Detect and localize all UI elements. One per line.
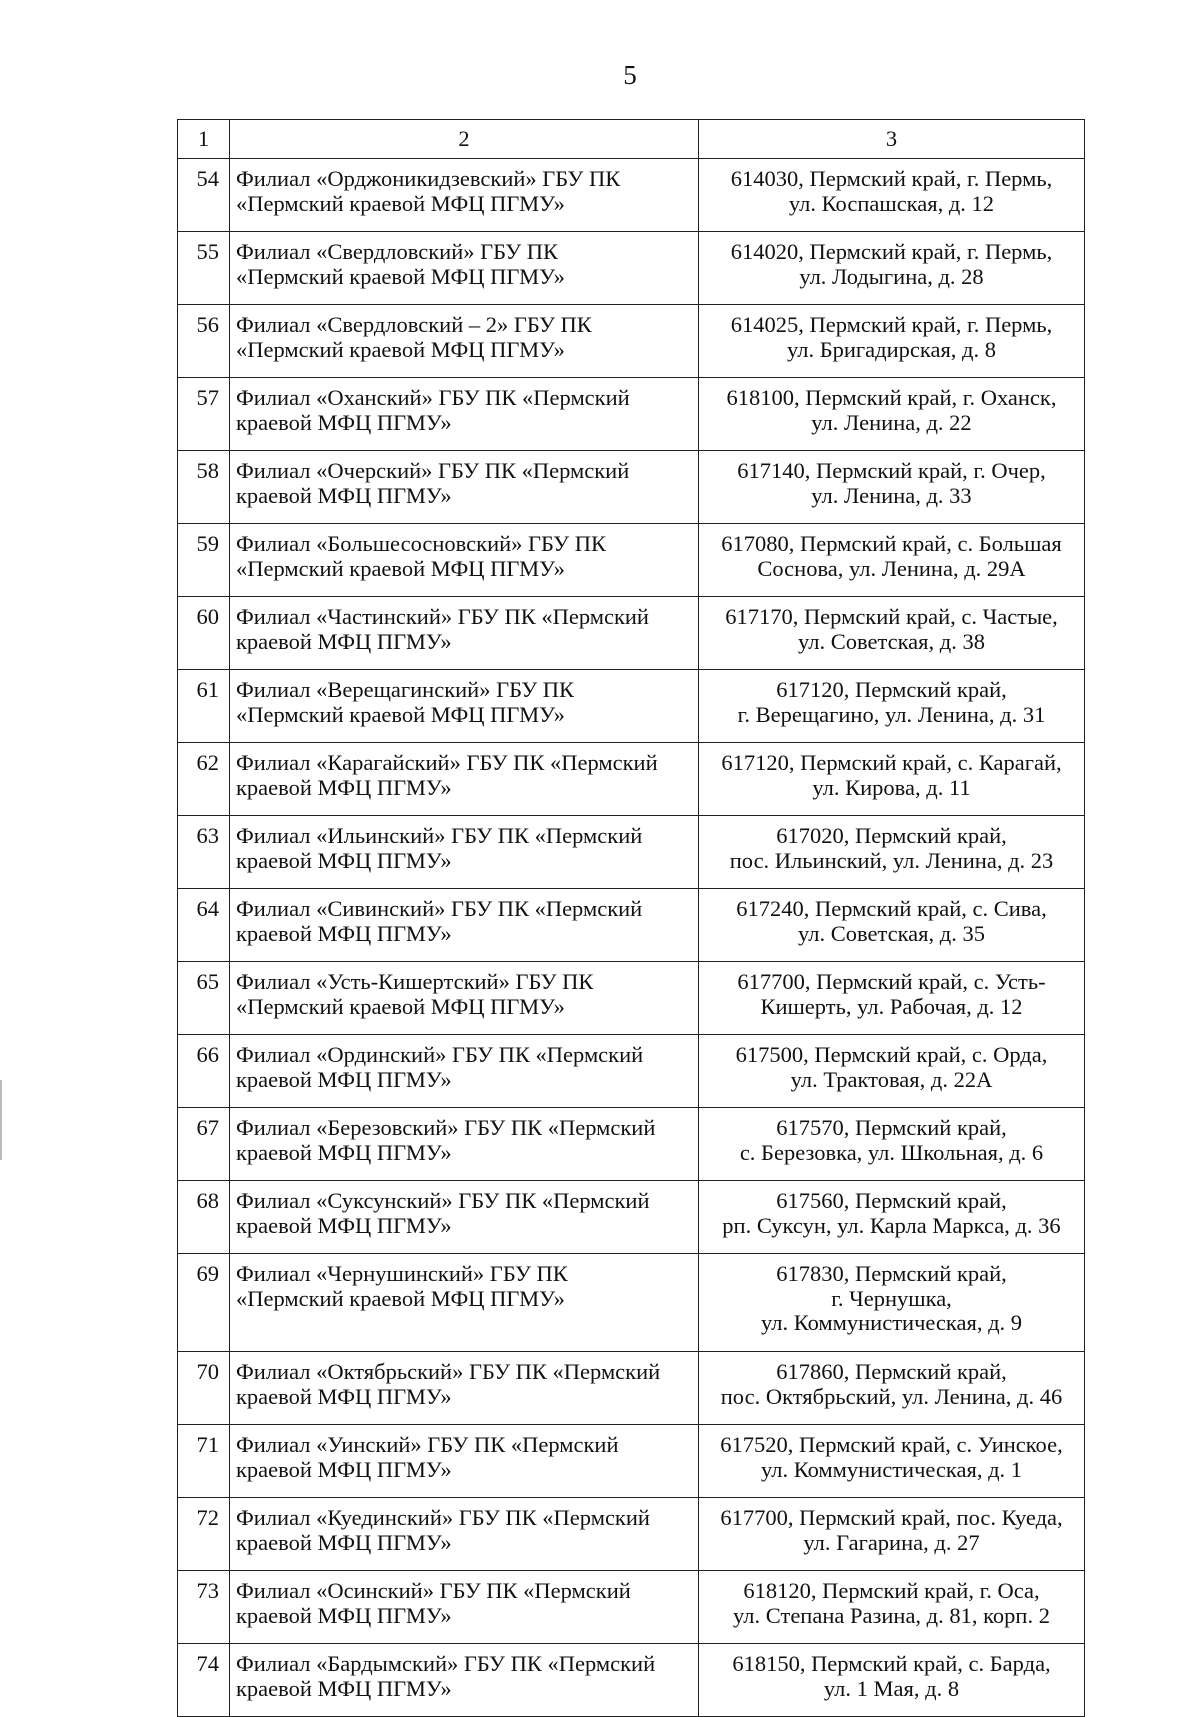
branch-name-line: Филиал «Очерский» ГБУ ПК «Пермский [236,458,630,483]
branch-name-line: краевой МФЦ ПГМУ» [236,1529,452,1555]
branch-address-cell [699,889,1085,962]
branches-table [177,119,1085,1717]
branch-address-cell [699,159,1085,232]
table-row [178,597,1085,670]
branch-name-line: Филиал «Орджоникидзевский» ГБУ ПК [236,166,621,191]
branch-address-cell [699,670,1085,743]
branch-address-line: 617120, Пермский край, [776,677,1007,702]
row-number: 61 [178,670,230,743]
branch-address-line: ул. Советская, д. 38 [798,628,985,654]
branch-name-cell [230,1035,699,1108]
branch-address-line: 617500, Пермский край, с. Орда, [735,1042,1048,1067]
branch-name-cell [230,524,699,597]
branch-address-line: ул. Ленина, д. 33 [811,482,972,508]
branch-name-cell [230,743,699,816]
branch-name-cell [230,1498,699,1571]
row-number: 64 [178,889,230,962]
branch-address-line: 614020, Пермский край, г. Пермь, [730,239,1053,264]
branch-name-line: Филиал «Ильинский» ГБУ ПК «Пермский [236,823,643,848]
branch-address-cell [699,1254,1085,1352]
branch-name-line: «Пермский краевой МФЦ ПГМУ» [236,701,565,727]
branch-name-cell [230,1254,699,1352]
table-row [178,889,1085,962]
row-number: 71 [178,1425,230,1498]
branch-address-line: 617560, Пермский край, [776,1188,1007,1213]
branch-address-line: пос. Октябрьский, ул. Ленина, д. 46 [720,1383,1063,1409]
branch-name-line: Филиал «Свердловский – 2» ГБУ ПК [236,312,592,337]
branch-name-line: краевой МФЦ ПГМУ» [236,482,452,508]
branch-address-cell [699,962,1085,1035]
row-number: 72 [178,1498,230,1571]
branch-address-line: г. Верещагино, ул. Ленина, д. 31 [737,701,1046,727]
branch-address-cell [699,451,1085,524]
branch-name-cell [230,1571,699,1644]
branch-name-line: «Пермский краевой МФЦ ПГМУ» [236,263,565,289]
branch-address-line: Кишерть, ул. Рабочая, д. 12 [760,993,1023,1019]
branch-address-line: ул. Бригадирская, д. 8 [786,336,996,362]
branch-address-line: ул. Коммунистическая, д. 9 [760,1310,1023,1335]
branch-address-line: с. Березовка, ул. Школьная, д. 6 [739,1139,1044,1165]
branch-name-line: «Пермский краевой МФЦ ПГМУ» [236,993,565,1019]
branch-address-cell [699,378,1085,451]
table-row [178,451,1085,524]
branch-name-line: краевой МФЦ ПГМУ» [236,774,452,800]
branch-name-cell [230,1425,699,1498]
column-header-1: 1 [178,120,230,159]
branch-address-line: 617520, Пермский край, с. Уинское, [720,1432,1063,1457]
branch-name-line: краевой МФЦ ПГМУ» [236,1456,452,1482]
row-number: 62 [178,743,230,816]
branch-address-line: 617700, Пермский край, пос. Куеда, [720,1505,1063,1530]
table-row [178,670,1085,743]
branch-address-cell [699,597,1085,670]
branch-address-line: 618100, Пермский край, г. Оханск, [726,385,1057,410]
branch-name-line: «Пермский краевой МФЦ ПГМУ» [236,1285,565,1311]
branch-address-line: 617120, Пермский край, с. Карагай, [721,750,1062,775]
branch-name-line: краевой МФЦ ПГМУ» [236,1383,452,1409]
table-row [178,305,1085,378]
row-number: 56 [178,305,230,378]
row-number: 70 [178,1352,230,1425]
branch-name-line: краевой МФЦ ПГМУ» [236,920,452,946]
table-row [178,1181,1085,1254]
branch-address-line: пос. Ильинский, ул. Ленина, д. 23 [729,847,1054,873]
branch-address-line: 614025, Пермский край, г. Пермь, [730,312,1053,337]
branch-name-cell [230,451,699,524]
branch-name-line: Филиал «Сивинский» ГБУ ПК «Пермский [236,896,643,921]
branch-address-line: Соснова, ул. Ленина, д. 29А [757,555,1026,581]
row-number: 67 [178,1108,230,1181]
table-row [178,159,1085,232]
table-row [178,378,1085,451]
branch-address-line: рп. Суксун, ул. Карла Маркса, д. 36 [722,1212,1061,1238]
branch-name-line: Филиал «Чернушинский» ГБУ ПК [236,1261,568,1286]
row-number: 63 [178,816,230,889]
branch-name-line: Филиал «Суксунский» ГБУ ПК «Пермский [236,1188,650,1213]
row-number: 57 [178,378,230,451]
branch-name-line: Филиал «Уинский» ГБУ ПК «Пермский [236,1432,619,1457]
branch-name-line: Филиал «Карагайский» ГБУ ПК «Пермский [236,750,658,775]
table-row [178,524,1085,597]
branch-name-line: Филиал «Березовский» ГБУ ПК «Пермский [236,1115,656,1140]
branch-name-cell [230,159,699,232]
row-number: 68 [178,1181,230,1254]
row-number: 66 [178,1035,230,1108]
branch-address-line: 617700, Пермский край, с. Усть- [737,969,1046,994]
branch-address-cell [699,1425,1085,1498]
branch-name-line: «Пермский краевой МФЦ ПГМУ» [236,336,565,362]
branch-address-line: 617080, Пермский край, с. Большая [721,531,1062,556]
branch-address-cell [699,305,1085,378]
branch-name-line: Филиал «Свердловский» ГБУ ПК [236,239,559,264]
branch-address-cell [699,1035,1085,1108]
branch-name-cell [230,597,699,670]
branch-name-line: краевой МФЦ ПГМУ» [236,1139,452,1165]
branch-name-line: краевой МФЦ ПГМУ» [236,1602,452,1628]
branch-address-cell [699,1181,1085,1254]
branch-name-line: краевой МФЦ ПГМУ» [236,847,452,873]
table-row [178,1644,1085,1717]
table-body [178,120,1085,1717]
branch-address-line: ул. Лодыгина, д. 28 [799,263,984,289]
table-row [178,962,1085,1035]
branch-name-cell [230,1352,699,1425]
table-row [178,816,1085,889]
branch-name-line: Филиал «Ординский» ГБУ ПК «Пермский [236,1042,644,1067]
branch-address-cell [699,1108,1085,1181]
branch-address-line: ул. Коммунистическая, д. 1 [760,1456,1023,1482]
branch-name-line: краевой МФЦ ПГМУ» [236,409,452,435]
branch-address-line: ул. Советская, д. 35 [798,920,985,946]
row-number: 60 [178,597,230,670]
branch-name-cell [230,1644,699,1717]
branch-name-line: «Пермский краевой МФЦ ПГМУ» [236,190,565,216]
branch-name-cell [230,670,699,743]
branch-name-cell [230,889,699,962]
page-number: 5 [623,60,637,90]
branch-address-line: 617830, Пермский край, [776,1261,1007,1286]
branch-name-line: краевой МФЦ ПГМУ» [236,1212,452,1238]
branch-address-cell [699,743,1085,816]
table-row [178,1571,1085,1644]
branch-name-line: Филиал «Верещагинский» ГБУ ПК [236,677,575,702]
branch-name-line: Филиал «Бардымский» ГБУ ПК «Пермский [236,1651,656,1676]
branch-name-cell [230,816,699,889]
table-row [178,1425,1085,1498]
branch-name-line: краевой МФЦ ПГМУ» [236,1675,452,1701]
scan-margin-mark [0,1080,2,1160]
branch-address-cell [699,232,1085,305]
branch-name-line: Филиал «Октябрьский» ГБУ ПК «Пермский [236,1359,661,1384]
branch-address-line: 617570, Пермский край, [776,1115,1007,1140]
row-number: 74 [178,1644,230,1717]
branch-name-line: Филиал «Большесосновский» ГБУ ПК [236,531,606,556]
branch-address-line: ул. Кирова, д. 11 [812,774,971,800]
branch-name-line: краевой МФЦ ПГМУ» [236,628,452,654]
branch-address-line: ул. Коспашская, д. 12 [788,190,995,216]
branch-address-line: ул. Степана Разина, д. 81, корп. 2 [733,1602,1050,1628]
branch-name-line: Филиал «Куединский» ГБУ ПК «Пермский [236,1505,650,1530]
branch-address-line: 617240, Пермский край, с. Сива, [736,896,1047,921]
row-number: 73 [178,1571,230,1644]
branch-address-line: г. Чернушка, [831,1285,952,1311]
branch-address-line: 617170, Пермский край, с. Частые, [725,604,1058,629]
table-row [178,743,1085,816]
branch-address-line: 617020, Пермский край, [776,823,1007,848]
table-row [178,1254,1085,1352]
table-row [178,1352,1085,1425]
branch-address-line: ул. 1 Мая, д. 8 [823,1675,960,1701]
branch-name-cell [230,378,699,451]
branch-name-line: «Пермский краевой МФЦ ПГМУ» [236,555,565,581]
table-header-row [178,120,1085,159]
row-number: 59 [178,524,230,597]
branch-address-line: 618150, Пермский край, с. Барда, [732,1651,1051,1676]
branch-address-line: ул. Ленина, д. 22 [811,409,972,435]
branch-address-cell [699,816,1085,889]
branch-address-cell [699,1644,1085,1717]
table-row [178,1108,1085,1181]
row-number: 55 [178,232,230,305]
branch-address-cell [699,524,1085,597]
table-row [178,1035,1085,1108]
table-row [178,232,1085,305]
branch-name-line: Филиал «Оханский» ГБУ ПК «Пермский [236,385,630,410]
row-number: 65 [178,962,230,1035]
branch-name-cell [230,232,699,305]
branch-address-cell [699,1498,1085,1571]
row-number: 54 [178,159,230,232]
branch-name-line: Филиал «Усть-Кишертский» ГБУ ПК [236,969,594,994]
branch-name-cell [230,1181,699,1254]
branch-address-line: 617140, Пермский край, г. Очер, [737,458,1046,483]
branch-address-line: 618120, Пермский край, г. Оса, [743,1578,1040,1603]
column-header-2: 2 [230,120,699,159]
branch-name-line: Филиал «Частинский» ГБУ ПК «Пермский [236,604,649,629]
branch-name-cell [230,962,699,1035]
branch-name-line: краевой МФЦ ПГМУ» [236,1066,452,1092]
branch-address-line: 614030, Пермский край, г. Пермь, [730,166,1053,191]
column-header-3: 3 [699,120,1085,159]
branch-name-cell [230,305,699,378]
branch-address-line: ул. Трактовая, д. 22А [790,1066,993,1092]
branch-address-cell [699,1571,1085,1644]
row-number: 58 [178,451,230,524]
branch-name-cell [230,1108,699,1181]
branch-address-cell [699,1352,1085,1425]
branch-address-line: ул. Гагарина, д. 27 [803,1529,980,1555]
branch-name-line: Филиал «Осинский» ГБУ ПК «Пермский [236,1578,631,1603]
row-number: 69 [178,1254,230,1352]
branch-address-line: 617860, Пермский край, [776,1359,1007,1384]
table-row [178,1498,1085,1571]
